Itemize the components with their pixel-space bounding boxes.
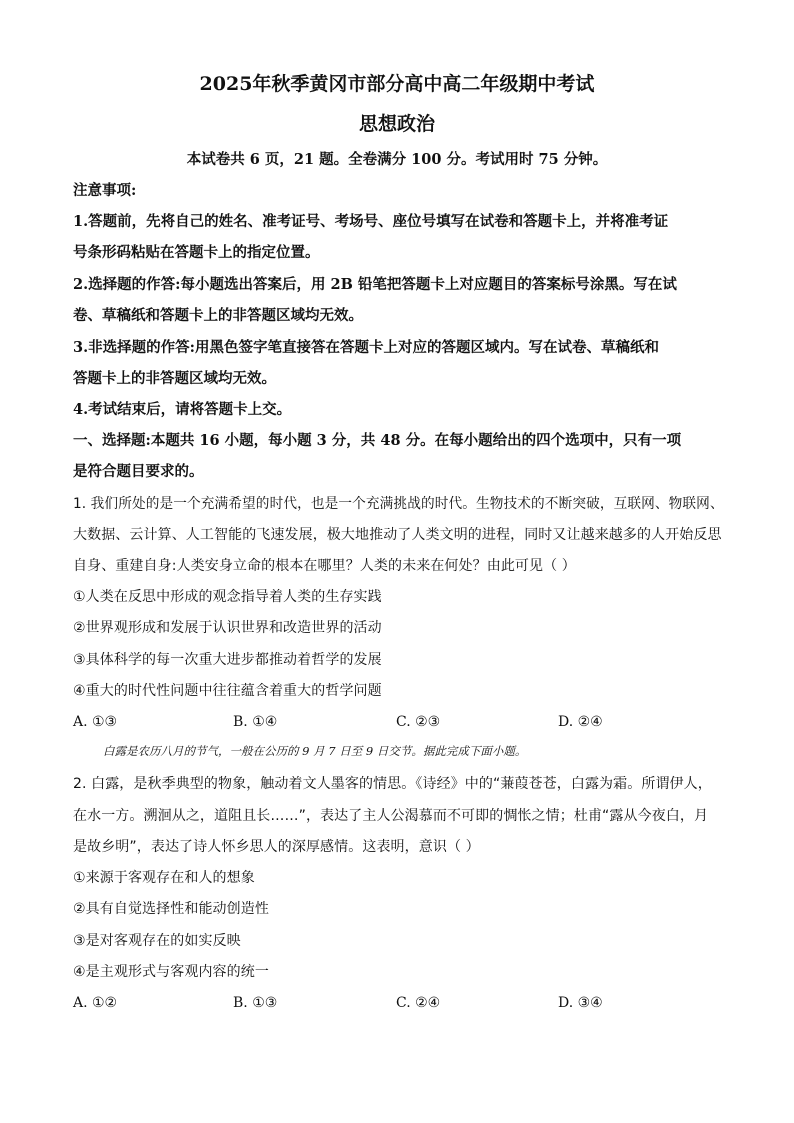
notice-line: 1.答题前，先将自己的姓名、准考证号、考场号、座位号填写在试卷和答题卡上，并将准考证 xyxy=(73,213,669,230)
notice-line: 号条形码粘贴在答题卡上的指定位置。 xyxy=(73,244,320,261)
notice-line: 2.选择题的作答:每小题选出答案后，用 2B 铅笔把答题卡上对应题目的答案标号涂黑。写在试 xyxy=(73,276,677,293)
question-1-statement: ①人类在反思中形成的观念指导着人类的生存实践 xyxy=(73,589,382,605)
question-1-statement: ③具体科学的每一次重大进步都推动着哲学的发展 xyxy=(73,652,382,668)
question-1-option-a: A. ①③ xyxy=(73,714,118,730)
lead-in-text: 白露是农历八月的节气，一般在公历的 9 月 7 日至 9 日交节。据此完成下面小题。 xyxy=(103,744,527,758)
notice-line: 3.非选择题的作答:用黑色签字笔直接答在答题卡上对应的答题区域内。写在试卷、草稿纸和 xyxy=(73,339,659,356)
question-2-option-a: A. ①② xyxy=(73,995,118,1011)
question-2-statement: ④是主观形式与客观内容的统一 xyxy=(73,964,269,980)
question-2-option-b: B. ①③ xyxy=(233,995,278,1011)
question-2-option-c: C. ②④ xyxy=(396,995,441,1011)
exam-title: 2025年秋季黄冈市部分高中高二年级期中考试 xyxy=(199,73,595,95)
question-2-option-d: D. ③④ xyxy=(558,995,603,1011)
question-1-statement: ④重大的时代性问题中往往蕴含着重大的哲学问题 xyxy=(73,683,382,699)
question-2-statement: ③是对客观存在的如实反映 xyxy=(73,933,241,949)
question-1-stem: 自身、重建自身:人类安身立命的根本在哪里？人类的未来在何处？由此可见（ ） xyxy=(73,558,576,574)
notice-line: 答题卡上的非答题区域均无效。 xyxy=(73,370,276,387)
question-1-option-d: D. ②④ xyxy=(558,714,603,730)
question-1-statement: ②世界观形成和发展于认识世界和改造世界的活动 xyxy=(73,620,382,636)
question-2-statement: ①来源于客观存在和人的想象 xyxy=(73,870,255,886)
exam-info: 本试卷共 6 页，21 题。全卷满分 100 分。考试用时 75 分钟。 xyxy=(186,151,608,168)
question-1-option-c: C. ②③ xyxy=(396,714,441,730)
question-2-statement: ②具有自觉选择性和能动创造性 xyxy=(73,901,269,917)
section-heading-cont: 是符合题目要求的。 xyxy=(73,463,204,480)
question-2-stem: 是故乡明”，表达了诗人怀乡思人的深厚感情。这表明，意识（ ） xyxy=(73,839,480,855)
question-2-stem: 2. 白露，是秋季典型的物象，触动着文人墨客的情思。《诗经》中的“蒹葭苍苍，白露为霜。所谓伊人， xyxy=(73,776,712,792)
question-2-stem: 在水一方。溯洄从之，道阻且长……”，表达了主人公渴慕而不可即的惆怅之情；杜甫“露从今夜白，月 xyxy=(73,808,709,824)
notice-heading: 注意事项: xyxy=(73,182,137,199)
section-heading: 一、选择题:本题共 16 小题，每小题 3 分，共 48 分。在每小题给出的四个选项中，只有一项 xyxy=(73,432,682,449)
question-1-option-b: B. ①④ xyxy=(233,714,278,730)
notice-line: 卷、草稿纸和答题卡上的非答题区域均无效。 xyxy=(73,307,363,324)
notice-line: 4.考试结束后，请将答题卡上交。 xyxy=(73,401,292,418)
question-1-stem: 1. 我们所处的是一个充满希望的时代，也是一个充满挑战的时代。生物技术的不断突破，互联网、物联网、 xyxy=(73,496,724,512)
subject-title: 思想政治 xyxy=(358,113,435,135)
question-1-stem: 大数据、云计算、人工智能的飞速发展，极大地推动了人类文明的进程，同时又让越来越多的人开始反思 xyxy=(73,527,722,543)
